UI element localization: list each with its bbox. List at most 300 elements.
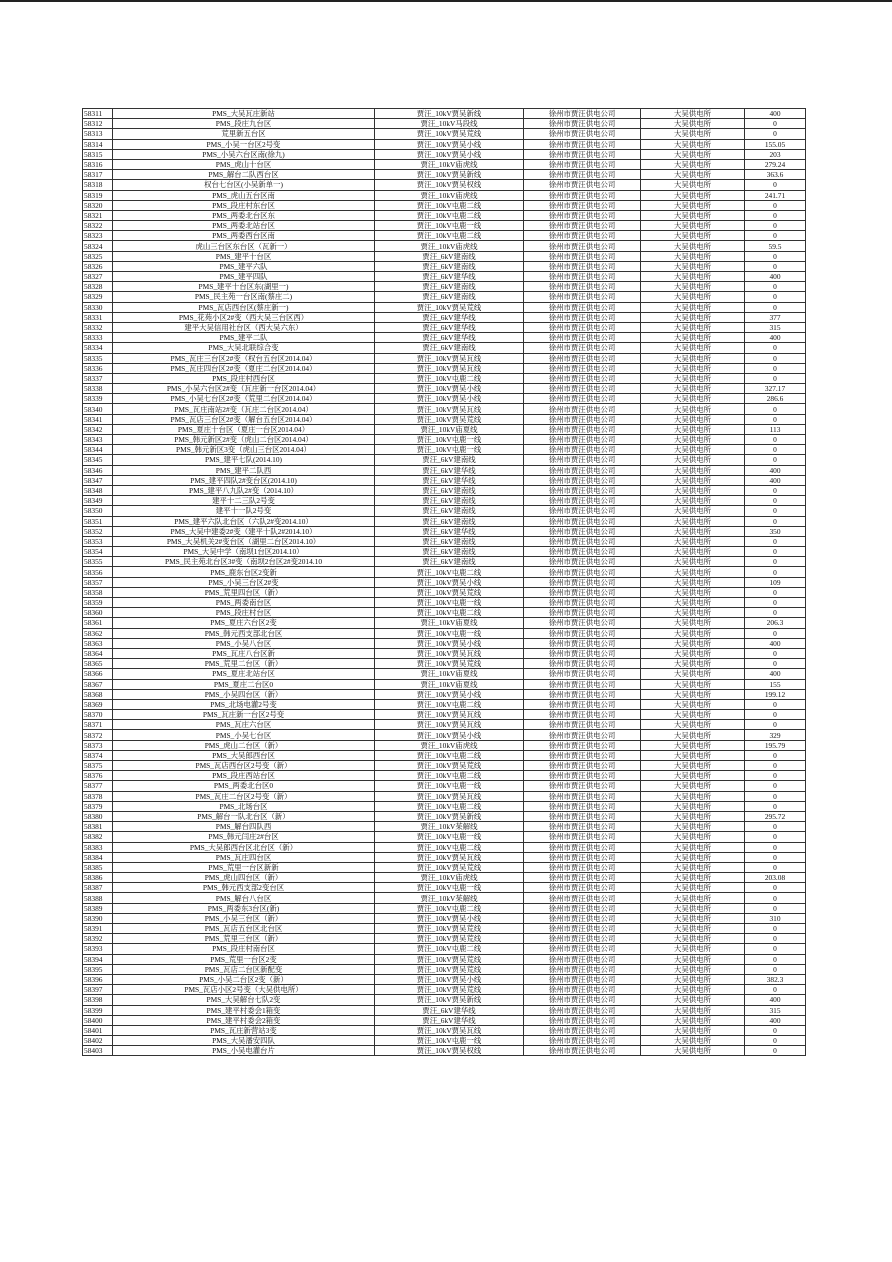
station-name-cell: PMS_建平十台区 (113, 251, 375, 261)
supply-station-cell: 大吴供电所 (641, 862, 745, 872)
capacity-cell: 0 (745, 934, 806, 944)
row-id-cell: 58341 (83, 414, 113, 424)
supply-station-cell: 大吴供电所 (641, 974, 745, 984)
station-name-cell: PMS_建平六队 (113, 261, 375, 271)
supply-station-cell: 大吴供电所 (641, 353, 745, 363)
supply-station-cell: 大吴供电所 (641, 567, 745, 577)
table-row (83, 139, 806, 149)
company-cell: 徐州市贾汪供电公司 (524, 557, 641, 567)
table-row (83, 1005, 806, 1015)
table-row (83, 608, 806, 618)
supply-station-cell: 大吴供电所 (641, 1046, 745, 1056)
supply-station-cell: 大吴供电所 (641, 699, 745, 709)
table-row (83, 1015, 806, 1025)
company-cell: 徐州市贾汪供电公司 (524, 730, 641, 740)
station-name-cell: PMS_韩元西支部北台区 (113, 628, 375, 638)
station-name-cell: PMS_建平八九队2#变（2014.10） (113, 485, 375, 495)
supply-station-cell: 大吴供电所 (641, 506, 745, 516)
capacity-cell: 113 (745, 424, 806, 434)
company-cell: 徐州市贾汪供电公司 (524, 995, 641, 1005)
supply-station-cell: 大吴供电所 (641, 995, 745, 1005)
feeder-line-cell: 贾汪_10kV贾吴小线 (375, 730, 524, 740)
table-row (83, 791, 806, 801)
supply-station-cell: 大吴供电所 (641, 200, 745, 210)
station-name-cell: PMS_荒里一台区新新 (113, 862, 375, 872)
table-row (83, 832, 806, 842)
supply-station-cell: 大吴供电所 (641, 159, 745, 169)
supply-station-cell: 大吴供电所 (641, 139, 745, 149)
supply-station-cell: 大吴供电所 (641, 608, 745, 618)
capacity-cell: 295.72 (745, 811, 806, 821)
station-name-cell: PMS_两委西台区南 (113, 231, 375, 241)
row-id-cell: 58326 (83, 261, 113, 271)
supply-station-cell: 大吴供电所 (641, 761, 745, 771)
table-row (83, 985, 806, 995)
supply-station-cell: 大吴供电所 (641, 750, 745, 760)
company-cell: 徐州市贾汪供电公司 (524, 180, 641, 190)
station-name-cell: PMS_韩元西支部2变台区 (113, 883, 375, 893)
company-cell: 徐州市贾汪供电公司 (524, 689, 641, 699)
station-name-cell: PMS_小吴三台区（新） (113, 913, 375, 923)
capacity-cell: 400 (745, 1015, 806, 1025)
station-name-cell: PMS_大吴中学（南坝1台区2014.10） (113, 547, 375, 557)
row-id-cell: 58390 (83, 913, 113, 923)
table-row (83, 659, 806, 669)
row-id-cell: 58353 (83, 536, 113, 546)
feeder-line-cell: 贾汪_10kV屯鹿二线 (375, 567, 524, 577)
table-body (83, 109, 806, 1056)
station-name-cell: PMS_两委北台区东 (113, 210, 375, 220)
station-name-cell: PMS_两委东3台区(新) (113, 903, 375, 913)
feeder-line-cell: 贾汪_10kV屯鹿二线 (375, 210, 524, 220)
station-name-cell: PMS_小吴七台区 (113, 730, 375, 740)
station-name-cell: PMS_两委南台区 (113, 598, 375, 608)
capacity-cell: 400 (745, 109, 806, 119)
row-id-cell: 58362 (83, 628, 113, 638)
station-name-cell: PMS_大吴潘安四队 (113, 1036, 375, 1046)
feeder-line-cell: 贾汪_10kV贾吴荒线 (375, 985, 524, 995)
station-name-cell: PMS_建平七队(2014.10) (113, 455, 375, 465)
capacity-cell: 0 (745, 231, 806, 241)
company-cell: 徐州市贾汪供电公司 (524, 924, 641, 934)
table-row (83, 526, 806, 536)
supply-station-cell: 大吴供电所 (641, 679, 745, 689)
table-row (83, 1046, 806, 1056)
station-name-cell: PMS_大吴解台七队2变 (113, 995, 375, 1005)
table-row (83, 363, 806, 373)
supply-station-cell: 大吴供电所 (641, 913, 745, 923)
feeder-line-cell: 贾汪_6kV建华线 (375, 272, 524, 282)
capacity-cell: 0 (745, 536, 806, 546)
station-name-cell: PMS_建平十台区东(湖里一) (113, 282, 375, 292)
feeder-line-cell: 贾汪_10kV贾吴小线 (375, 689, 524, 699)
table-row (83, 710, 806, 720)
feeder-line-cell: 贾汪_10kV屯鹿二线 (375, 903, 524, 913)
table-row (83, 720, 806, 730)
company-cell: 徐州市贾汪供电公司 (524, 944, 641, 954)
feeder-line-cell: 贾汪_6kV建南线 (375, 251, 524, 261)
table-row (83, 699, 806, 709)
station-name-cell: PMS_大吴郎西台区 (113, 750, 375, 760)
table-row (83, 852, 806, 862)
capacity-cell: 0 (745, 954, 806, 964)
feeder-line-cell: 贾汪_10kV贾吴新线 (375, 109, 524, 119)
feeder-line-cell: 贾汪_6kV建南线 (375, 485, 524, 495)
row-id-cell: 58373 (83, 740, 113, 750)
supply-station-cell: 大吴供电所 (641, 465, 745, 475)
capacity-cell: 0 (745, 261, 806, 271)
table-row (83, 883, 806, 893)
station-name-cell: PMS_大吴北联综合变 (113, 343, 375, 353)
company-cell: 徐州市贾汪供电公司 (524, 465, 641, 475)
table-row (83, 536, 806, 546)
supply-station-cell: 大吴供电所 (641, 384, 745, 394)
company-cell: 徐州市贾汪供电公司 (524, 699, 641, 709)
feeder-line-cell: 贾汪_10kV贾吴瓦线 (375, 852, 524, 862)
company-cell: 徐州市贾汪供电公司 (524, 210, 641, 220)
supply-station-cell: 大吴供电所 (641, 811, 745, 821)
station-name-cell: PMS_大吴中建委2#变（建平十队2#2014.10） (113, 526, 375, 536)
capacity-cell: 203 (745, 149, 806, 159)
company-cell: 徐州市贾汪供电公司 (524, 1036, 641, 1046)
capacity-cell: 0 (745, 628, 806, 638)
row-id-cell: 58329 (83, 292, 113, 302)
row-id-cell: 58361 (83, 618, 113, 628)
capacity-cell: 0 (745, 944, 806, 954)
company-cell: 徐州市贾汪供电公司 (524, 547, 641, 557)
company-cell: 徐州市贾汪供电公司 (524, 791, 641, 801)
capacity-cell: 195.79 (745, 740, 806, 750)
company-cell: 徐州市贾汪供电公司 (524, 771, 641, 781)
row-id-cell: 58378 (83, 791, 113, 801)
company-cell: 徐州市贾汪供电公司 (524, 862, 641, 872)
station-name-cell: PMS_夏庄二台区0 (113, 679, 375, 689)
row-id-cell: 58325 (83, 251, 113, 261)
row-id-cell: 58318 (83, 180, 113, 190)
company-cell: 徐州市贾汪供电公司 (524, 781, 641, 791)
table-row (83, 333, 806, 343)
company-cell: 徐州市贾汪供电公司 (524, 638, 641, 648)
company-cell: 徐州市贾汪供电公司 (524, 822, 641, 832)
supply-station-cell: 大吴供电所 (641, 210, 745, 220)
station-name-cell: PMS_建平二队 (113, 333, 375, 343)
supply-station-cell: 大吴供电所 (641, 842, 745, 852)
feeder-line-cell: 贾汪_10kV屯鹿二线 (375, 944, 524, 954)
row-id-cell: 58324 (83, 241, 113, 251)
capacity-cell: 199.12 (745, 689, 806, 699)
feeder-line-cell: 贾汪_10kV庙虎线 (375, 241, 524, 251)
table-row (83, 485, 806, 495)
capacity-cell: 0 (745, 557, 806, 567)
row-id-cell: 58315 (83, 149, 113, 159)
supply-station-cell: 大吴供电所 (641, 587, 745, 597)
capacity-cell: 400 (745, 333, 806, 343)
station-name-cell: 建平十一队2号变 (113, 506, 375, 516)
supply-station-cell: 大吴供电所 (641, 985, 745, 995)
station-name-cell: PMS_虎山四台区（新） (113, 873, 375, 883)
feeder-line-cell: 贾汪_6kV建华线 (375, 465, 524, 475)
supply-station-cell: 大吴供电所 (641, 1025, 745, 1035)
station-name-cell: PMS_小吴三台区2#变 (113, 577, 375, 587)
station-name-cell: PMS_瓦店二台区新配变 (113, 964, 375, 974)
company-cell: 徐州市贾汪供电公司 (524, 985, 641, 995)
station-name-cell: PMS_小吴七台区2#变（荒里二台区2014.04） (113, 394, 375, 404)
station-name-cell: PMS_夏庄北站台区 (113, 669, 375, 679)
station-name-cell: PMS_段庄九台区 (113, 119, 375, 129)
feeder-line-cell: 贾汪_10kV贾吴小线 (375, 394, 524, 404)
company-cell: 徐州市贾汪供电公司 (524, 404, 641, 414)
table-row (83, 404, 806, 414)
table-row (83, 903, 806, 913)
row-id-cell: 58392 (83, 934, 113, 944)
capacity-cell: 310 (745, 913, 806, 923)
station-name-cell: PMS_建平四队2#变台区(2014.10) (113, 475, 375, 485)
company-cell: 徐州市贾汪供电公司 (524, 883, 641, 893)
table-row (83, 210, 806, 220)
table-row (83, 913, 806, 923)
supply-station-cell: 大吴供电所 (641, 455, 745, 465)
row-id-cell: 58396 (83, 974, 113, 984)
company-cell: 徐州市贾汪供电公司 (524, 893, 641, 903)
feeder-line-cell: 贾汪_10kV贾吴新线 (375, 995, 524, 1005)
table-row (83, 373, 806, 383)
feeder-line-cell: 贾汪_6kV建华线 (375, 1005, 524, 1015)
table-row (83, 241, 806, 251)
company-cell: 徐州市贾汪供电公司 (524, 302, 641, 312)
row-id-cell: 58334 (83, 343, 113, 353)
station-name-cell: PMS_荒里四台区（新） (113, 587, 375, 597)
feeder-line-cell: 贾汪_10kV屯鹿一线 (375, 628, 524, 638)
table-row (83, 414, 806, 424)
row-id-cell: 58358 (83, 587, 113, 597)
supply-station-cell: 大吴供电所 (641, 1036, 745, 1046)
table-row (83, 170, 806, 180)
company-cell: 徐州市贾汪供电公司 (524, 873, 641, 883)
company-cell: 徐州市贾汪供电公司 (524, 343, 641, 353)
company-cell: 徐州市贾汪供电公司 (524, 384, 641, 394)
row-id-cell: 58400 (83, 1015, 113, 1025)
table-row (83, 516, 806, 526)
table-row (83, 445, 806, 455)
row-id-cell: 58333 (83, 333, 113, 343)
table-row (83, 149, 806, 159)
supply-station-cell: 大吴供电所 (641, 801, 745, 811)
row-id-cell: 58344 (83, 445, 113, 455)
row-id-cell: 58319 (83, 190, 113, 200)
row-id-cell: 58399 (83, 1005, 113, 1015)
row-id-cell: 58354 (83, 547, 113, 557)
row-id-cell: 58311 (83, 109, 113, 119)
feeder-line-cell: 贾汪_10kV马段线 (375, 119, 524, 129)
station-name-cell: PMS_解台八台区 (113, 893, 375, 903)
supply-station-cell: 大吴供电所 (641, 322, 745, 332)
feeder-line-cell: 贾汪_10kV屯鹿二线 (375, 699, 524, 709)
supply-station-cell: 大吴供电所 (641, 394, 745, 404)
supply-station-cell: 大吴供电所 (641, 109, 745, 119)
row-id-cell: 58331 (83, 312, 113, 322)
station-name-cell: PMS_建平六队北台区（六队2#变2014.10） (113, 516, 375, 526)
station-name-cell: PMS_小吴电灌台片 (113, 1046, 375, 1056)
row-id-cell: 58386 (83, 873, 113, 883)
capacity-cell: 286.6 (745, 394, 806, 404)
station-name-cell: PMS_瓦庄新营站3变 (113, 1025, 375, 1035)
capacity-cell: 400 (745, 475, 806, 485)
capacity-cell: 315 (745, 322, 806, 332)
supply-station-cell: 大吴供电所 (641, 190, 745, 200)
station-name-cell: PMS_民主苑北台区3#变（南坝2台区2#变2014.10 (113, 557, 375, 567)
company-cell: 徐州市贾汪供电公司 (524, 241, 641, 251)
table-row (83, 302, 806, 312)
capacity-cell: 0 (745, 292, 806, 302)
page-top-rule (0, 0, 892, 2)
supply-station-cell: 大吴供电所 (641, 924, 745, 934)
company-cell: 徐州市贾汪供电公司 (524, 292, 641, 302)
row-id-cell: 58389 (83, 903, 113, 913)
feeder-line-cell: 贾汪_10kV庙虎线 (375, 873, 524, 883)
capacity-cell: 155.05 (745, 139, 806, 149)
station-name-cell: PMS_荒里三台区（新） (113, 934, 375, 944)
company-cell: 徐州市贾汪供电公司 (524, 394, 641, 404)
station-name-cell: PMS_瓦店三台区2#变（解台五台区2014.04） (113, 414, 375, 424)
supply-station-cell: 大吴供电所 (641, 333, 745, 343)
capacity-cell: 0 (745, 648, 806, 658)
row-id-cell: 58339 (83, 394, 113, 404)
supply-station-cell: 大吴供电所 (641, 424, 745, 434)
feeder-line-cell: 贾汪_6kV建南线 (375, 292, 524, 302)
supply-station-cell: 大吴供电所 (641, 414, 745, 424)
capacity-cell: 0 (745, 924, 806, 934)
company-cell: 徐州市贾汪供电公司 (524, 1046, 641, 1056)
table-row (83, 547, 806, 557)
station-name-cell: PMS_大吴瓦庄新站 (113, 109, 375, 119)
feeder-line-cell: 贾汪_10kV屯鹿二线 (375, 801, 524, 811)
feeder-line-cell: 贾汪_10kV屯鹿一线 (375, 435, 524, 445)
feeder-line-cell: 贾汪_10kV庙虎线 (375, 740, 524, 750)
feeder-line-cell: 贾汪_10kV贾吴荒线 (375, 924, 524, 934)
row-id-cell: 58363 (83, 638, 113, 648)
table-row (83, 353, 806, 363)
feeder-line-cell: 贾汪_10kV屯鹿一线 (375, 598, 524, 608)
capacity-cell: 0 (745, 547, 806, 557)
station-name-cell: 荒里新五台区 (113, 129, 375, 139)
supply-station-cell: 大吴供电所 (641, 149, 745, 159)
feeder-line-cell: 贾汪_10kV贾吴荒线 (375, 302, 524, 312)
feeder-line-cell: 贾汪_10kV贾吴荒线 (375, 862, 524, 872)
row-id-cell: 58397 (83, 985, 113, 995)
table-row (83, 557, 806, 567)
feeder-line-cell: 贾汪_10kV贾吴小线 (375, 384, 524, 394)
feeder-line-cell: 贾汪_10kV茱解线 (375, 893, 524, 903)
company-cell: 徐州市贾汪供电公司 (524, 139, 641, 149)
supply-station-cell: 大吴供电所 (641, 822, 745, 832)
feeder-line-cell: 贾汪_10kV庙夏线 (375, 618, 524, 628)
feeder-line-cell: 贾汪_6kV建华线 (375, 312, 524, 322)
feeder-line-cell: 贾汪_10kV贾吴荒线 (375, 659, 524, 669)
supply-station-cell: 大吴供电所 (641, 577, 745, 587)
row-id-cell: 58379 (83, 801, 113, 811)
station-name-cell: PMS_韩元新区2#变（虎山二台区2014.04） (113, 435, 375, 445)
company-cell: 徐州市贾汪供电公司 (524, 954, 641, 964)
company-cell: 徐州市贾汪供电公司 (524, 577, 641, 587)
supply-station-cell: 大吴供电所 (641, 740, 745, 750)
station-name-cell: PMS_建平村委会2箱变 (113, 1015, 375, 1025)
row-id-cell: 58384 (83, 852, 113, 862)
station-name-cell: PMS_鹿东台区2变新 (113, 567, 375, 577)
capacity-cell: 0 (745, 699, 806, 709)
station-name-cell: PMS_段庄西站台区 (113, 771, 375, 781)
capacity-cell: 329 (745, 730, 806, 740)
feeder-line-cell: 贾汪_10kV贾吴瓦线 (375, 791, 524, 801)
company-cell: 徐州市贾汪供电公司 (524, 608, 641, 618)
company-cell: 徐州市贾汪供电公司 (524, 333, 641, 343)
company-cell: 徐州市贾汪供电公司 (524, 516, 641, 526)
table-row (83, 628, 806, 638)
capacity-cell: 0 (745, 251, 806, 261)
company-cell: 徐州市贾汪供电公司 (524, 282, 641, 292)
capacity-cell: 0 (745, 801, 806, 811)
feeder-line-cell: 贾汪_10kV贾吴新线 (375, 170, 524, 180)
capacity-cell: 241.71 (745, 190, 806, 200)
table-row (83, 251, 806, 261)
feeder-line-cell: 贾汪_10kV屯鹿二线 (375, 750, 524, 760)
company-cell: 徐州市贾汪供电公司 (524, 801, 641, 811)
capacity-cell: 0 (745, 414, 806, 424)
feeder-line-cell: 贾汪_10kV贾吴荒线 (375, 964, 524, 974)
supply-station-cell: 大吴供电所 (641, 261, 745, 271)
capacity-cell: 0 (745, 180, 806, 190)
row-id-cell: 58394 (83, 954, 113, 964)
feeder-line-cell: 贾汪_6kV建南线 (375, 343, 524, 353)
station-name-cell: PMS_小吴二台区2变（新） (113, 974, 375, 984)
station-name-cell: PMS_荒里二台区（新） (113, 659, 375, 669)
capacity-cell: 206.3 (745, 618, 806, 628)
supply-station-cell: 大吴供电所 (641, 618, 745, 628)
company-cell: 徐州市贾汪供电公司 (524, 221, 641, 231)
supply-station-cell: 大吴供电所 (641, 954, 745, 964)
table-row (83, 964, 806, 974)
station-name-cell: PMS_瓦庄四台区 (113, 852, 375, 862)
table-row (83, 180, 806, 190)
capacity-cell: 382.3 (745, 974, 806, 984)
row-id-cell: 58401 (83, 1025, 113, 1035)
feeder-line-cell: 贾汪_6kV建南线 (375, 282, 524, 292)
company-cell: 徐州市贾汪供电公司 (524, 424, 641, 434)
station-name-cell: PMS_瓦店五台区北台区 (113, 924, 375, 934)
capacity-cell: 155 (745, 679, 806, 689)
data-table (82, 108, 806, 1056)
capacity-cell: 0 (745, 587, 806, 597)
supply-station-cell: 大吴供电所 (641, 170, 745, 180)
supply-station-cell: 大吴供电所 (641, 221, 745, 231)
row-id-cell: 58336 (83, 363, 113, 373)
company-cell: 徐州市贾汪供电公司 (524, 149, 641, 159)
capacity-cell: 0 (745, 791, 806, 801)
capacity-cell: 0 (745, 363, 806, 373)
table-row (83, 801, 806, 811)
feeder-line-cell: 贾汪_10kV贾吴瓦线 (375, 353, 524, 363)
capacity-cell: 0 (745, 903, 806, 913)
feeder-line-cell: 贾汪_10kV贾吴瓦线 (375, 720, 524, 730)
capacity-cell: 0 (745, 445, 806, 455)
table-row (83, 740, 806, 750)
row-id-cell: 58340 (83, 404, 113, 414)
table-row (83, 873, 806, 883)
supply-station-cell: 大吴供电所 (641, 964, 745, 974)
capacity-cell: 327.17 (745, 384, 806, 394)
feeder-line-cell: 贾汪_10kV贾吴荒线 (375, 414, 524, 424)
company-cell: 徐州市贾汪供电公司 (524, 322, 641, 332)
feeder-line-cell: 贾汪_10kV贾吴荒线 (375, 587, 524, 597)
